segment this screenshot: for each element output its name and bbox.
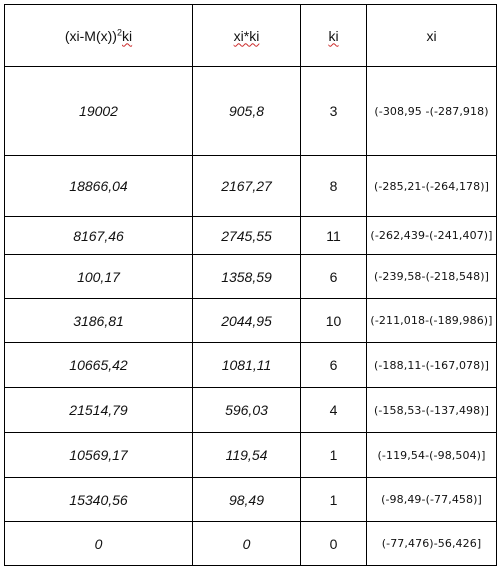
cell-squared-deviation: 15340,56 bbox=[5, 478, 193, 522]
cell-squared-deviation: 0 bbox=[5, 522, 193, 566]
header-product bbox=[193, 5, 301, 67]
header-row bbox=[5, 5, 497, 67]
table-row bbox=[5, 255, 497, 299]
cell-squared-deviation: 19002 bbox=[5, 67, 193, 156]
cell-frequency: 3 bbox=[301, 67, 367, 156]
header-frequency bbox=[301, 5, 367, 67]
header-interval-label: xi bbox=[426, 27, 437, 44]
cell-interval: (-285,21-(-264,178)] bbox=[367, 156, 497, 217]
cell-interval: (-211,018-(-189,986)] bbox=[367, 299, 497, 343]
cell-product: 905,8 bbox=[193, 67, 301, 156]
cell-frequency: 11 bbox=[301, 217, 367, 255]
table-row bbox=[5, 433, 497, 478]
cell-product: 2745,55 bbox=[193, 217, 301, 255]
table-row bbox=[5, 67, 497, 156]
table-row bbox=[5, 343, 497, 388]
cell-interval: (-262,439-(-241,407)] bbox=[367, 217, 497, 255]
header-squared-deviation-suffix: ki bbox=[121, 27, 133, 44]
cell-squared-deviation: 10569,17 bbox=[5, 433, 193, 478]
table-row bbox=[5, 388, 497, 433]
cell-product: 2044,95 bbox=[193, 299, 301, 343]
statistics-table bbox=[4, 4, 497, 566]
cell-frequency: 6 bbox=[301, 255, 367, 299]
cell-product: 119,54 bbox=[193, 433, 301, 478]
table-row bbox=[5, 299, 497, 343]
cell-frequency: 1 bbox=[301, 433, 367, 478]
cell-squared-deviation: 8167,46 bbox=[5, 217, 193, 255]
header-squared-deviation bbox=[5, 5, 193, 67]
cell-product: 2167,27 bbox=[193, 156, 301, 217]
cell-frequency: 10 bbox=[301, 299, 367, 343]
cell-interval: (-77,476)-56,426] bbox=[367, 522, 497, 566]
cell-interval: (-98,49-(-77,458)] bbox=[367, 478, 497, 522]
table-row bbox=[5, 478, 497, 522]
table-row bbox=[5, 156, 497, 217]
header-product-label: xi*ki bbox=[233, 27, 260, 44]
cell-interval: (-188,11-(-167,078)] bbox=[367, 343, 497, 388]
cell-squared-deviation: 21514,79 bbox=[5, 388, 193, 433]
cell-interval: (-119,54-(-98,504)] bbox=[367, 433, 497, 478]
cell-interval: (-308,95 -(-287,918) bbox=[367, 67, 497, 156]
cell-frequency: 1 bbox=[301, 478, 367, 522]
header-squared-deviation-prefix: (xi-M(x)) bbox=[64, 27, 117, 44]
table-row bbox=[5, 217, 497, 255]
table-row bbox=[5, 522, 497, 566]
cell-squared-deviation: 10665,42 bbox=[5, 343, 193, 388]
cell-product: 1081,11 bbox=[193, 343, 301, 388]
cell-product: 98,49 bbox=[193, 478, 301, 522]
header-squared-deviation-exponent: 2 bbox=[116, 26, 122, 37]
cell-frequency: 6 bbox=[301, 343, 367, 388]
cell-frequency: 8 bbox=[301, 156, 367, 217]
cell-frequency: 4 bbox=[301, 388, 367, 433]
cell-frequency: 0 bbox=[301, 522, 367, 566]
cell-squared-deviation: 100,17 bbox=[5, 255, 193, 299]
cell-product: 0 bbox=[193, 522, 301, 566]
cell-product: 596,03 bbox=[193, 388, 301, 433]
header-interval bbox=[367, 5, 497, 67]
header-frequency-label: ki bbox=[328, 27, 339, 44]
cell-interval: (-239,58-(-218,548)] bbox=[367, 255, 497, 299]
cell-squared-deviation: 18866,04 bbox=[5, 156, 193, 217]
cell-product: 1358,59 bbox=[193, 255, 301, 299]
cell-interval: (-158,53-(-137,498)] bbox=[367, 388, 497, 433]
cell-squared-deviation: 3186,81 bbox=[5, 299, 193, 343]
